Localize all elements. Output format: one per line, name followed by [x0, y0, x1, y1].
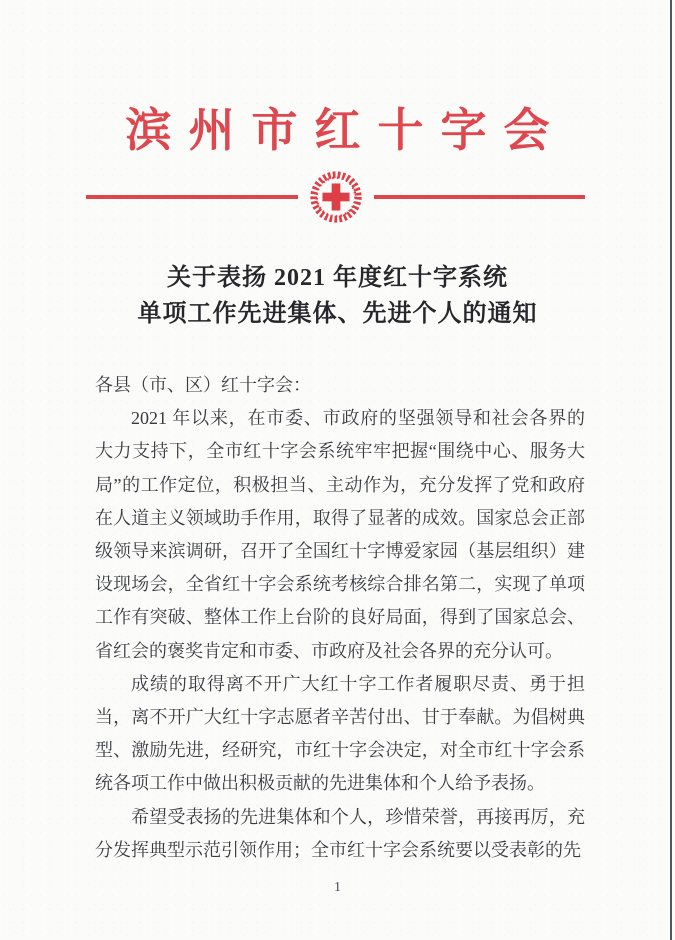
red-cross-emblem-icon: [307, 168, 365, 226]
page-number: 1: [334, 880, 341, 895]
salutation-line: 各县（市、区）红十字会：: [95, 375, 311, 395]
document-body: [95, 369, 585, 867]
body-paragraph: 希望受表扬的先进集体和个人，珍惜荣誉，再接再厉，充分发挥典型示范引领作用；全市红十字会系统要以受表彰的先: [95, 806, 585, 860]
scan-edge-line: [670, 0, 672, 940]
document-title-line1: 关于表扬 2021 年度红十字系统: [167, 265, 508, 291]
letterhead-org-name: 滨州市红十字会: [125, 105, 567, 156]
document-title: [0, 260, 675, 332]
letterhead-divider: [86, 167, 585, 227]
body-paragraph: 2021 年以来，在市委、市政府的坚强领导和社会各界的大力支持下，全市红十字会系统牢牢把握“围绕中心、服务大局”的工作定位，积极担当、主动作为，充分发挥了党和政府在人道主义领域助手作用，取得了显著的成效。国家总会正部级领导来滨调研，召开了全国红十字博爱家园（基层组织）建设现场会，全省红十字会系统考核综合排名第二，实现了单项工作有突破、整体工作上台阶的良好局面，得到了国家总会、省红会的褒奖肯定和市委、市政府及社会各界的充分认可。: [95, 408, 585, 661]
document-title-line2: 单项工作先进集体、先进个人的通知: [137, 301, 538, 327]
divider-rule-right: [374, 195, 586, 199]
body-paragraph: 成绩的取得离不开广大红十字工作者履职尽责、勇于担当，离不开广大红十字志愿者辛苦付出、甘于奉献。为倡树典型、激励先进，经研究，市红十字会决定，对全市红十字会系统各项工作中做出积极贡献的先进集体和个人给予表扬。: [95, 673, 585, 794]
divider-rule-left: [86, 195, 298, 199]
